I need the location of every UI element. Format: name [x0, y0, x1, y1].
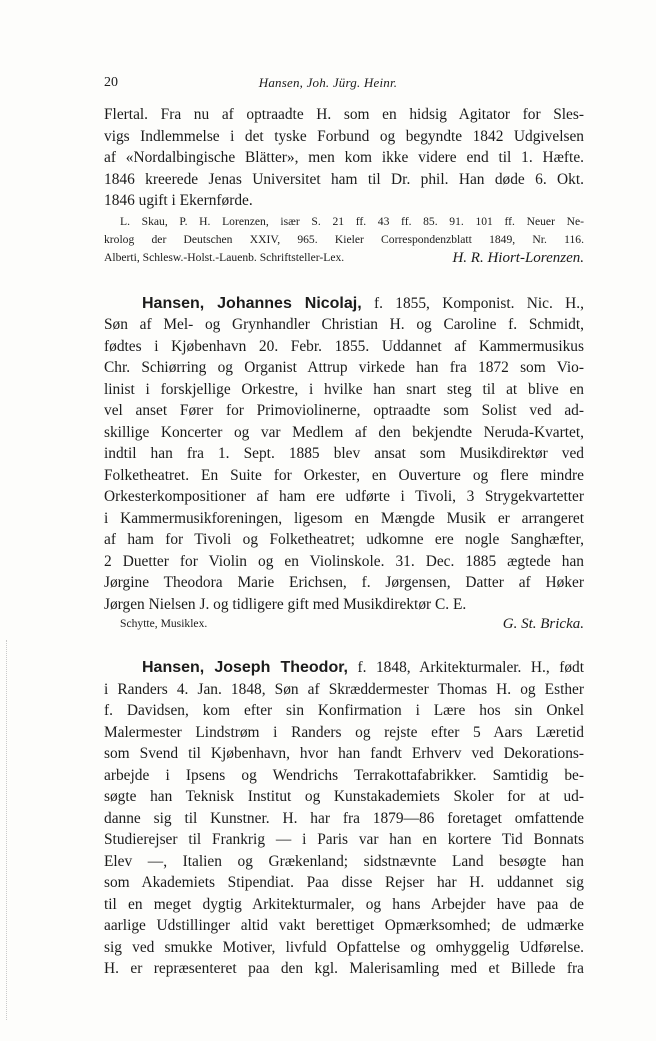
reference-text: Alberti, Schlesw.-Holst.-Lauenb. Schriftsteller-Lex. [104, 250, 345, 264]
text-line: til en meget dygtig Arkitekturmaler, og hans Arbejder have paa de [104, 895, 584, 913]
text-line: 1846 ugift i Ekernførde. [104, 192, 253, 209]
entry-first-line [104, 293, 584, 315]
text-line: vigs Indlemmelse i det tyske Forbund og begyndte 1842 Udgivelsen [104, 127, 584, 145]
text-line: Studierejser til Frankrig — i Paris var han en kortere Tid Bonnats [104, 831, 584, 848]
page-body [104, 104, 584, 980]
text-line: Jørgen Nielsen J. og tidligere gift med Musikdirektør C. E. [104, 595, 467, 613]
text-line: vel anset Fører for Primoviolinerne, optraadte som Solist ved ad- [104, 402, 584, 419]
text-line: Jørgine Theodora Marie Erichsen, f. Jørgensen, Datter af Høker [104, 574, 584, 591]
text-line: danne sig til Kunstner. H. har fra 1879—86 foretaget omfattende [104, 809, 584, 827]
text-line: som Svend til Kjøbenhavn, hvor han fandt Erhverv ved Dekorations- [104, 745, 584, 762]
text-line: Folketheatret. En Suite for Orkester, en Ouverture og flere mindre [104, 466, 584, 484]
text-line: arbejde i Ipsens og Wendrichs Terrakottafabrikker. Samtidig be- [104, 766, 584, 784]
reference-line-with-signature [104, 615, 584, 633]
entry-first-line-text: f. 1855, Komponist. Nic. H., [361, 294, 584, 312]
text-line: søgte han Teknisk Institut og Kunstakademiets Skoler for at ud- [104, 788, 584, 805]
text-line: 1846 kreerede Jenas Universitet ham til Dr. phil. Han døde 6. Okt. [104, 170, 584, 188]
text-line: aarlige Udstillinger altid vakt berettiget Opmærksomhed; de udmærke [104, 917, 584, 934]
entry-continued [104, 104, 584, 267]
text-line: H. er repræsenteret paa den kgl. Malerisamling med et Billede fra [104, 960, 584, 977]
page-number: 20 [104, 75, 118, 90]
text-line: i Kammermusikforeningen, ligesom en Mængde Musik er arrangeret [104, 509, 584, 527]
reference-line: L. Skau, P. H. Lorenzen, især S. 21 ff. 43 ff. 85. 91. 101 ff. Neuer Ne- [120, 214, 584, 228]
text-line: Orkesterkompositioner af ham ere udførte i Tivoli, 3 Strygekvartetter [104, 488, 584, 505]
text-line: linist i forskjellige Orkestre, i hvilke han snart steg til at blive en [104, 380, 584, 398]
entry-hansen-johannes-nicolaj [104, 293, 584, 634]
author-signature: H. R. Hiort-Lorenzen. [452, 249, 584, 266]
page-header [0, 75, 656, 95]
text-line: sig ved smukke Motiver, livfuld Opfattelse og omhyggelig Udførelse. [104, 938, 584, 956]
text-line: skillige Koncerter og var Medlem af den bekjendte Neruda-Kvartet, [104, 423, 584, 441]
text-line: af «Nordalbingische Blätter», men kom ikke videre end til 1. Hæfte. [104, 149, 584, 166]
text-line: Chr. Schiørring og Organist Attrup virkede han fra 1872 som Vio- [104, 359, 584, 376]
author-signature: G. St. Bricka. [502, 616, 584, 632]
text-line: af ham for Tivoli og Folketheatret; udkomne ere nogle Sanghæfter, [104, 531, 584, 548]
reference-line-with-signature [104, 249, 584, 267]
text-line: i Randers 4. Jan. 1848, Søn af Skræddermester Thomas H. og Esther [104, 680, 584, 698]
text-line: Søn af Mel- og Grynhandler Christian H. og Caroline f. Schmidt, [104, 316, 584, 333]
page-edge-dots [6, 640, 7, 1020]
text-line: indtil han fra 1. Sept. 1885 blev ansat som Musikdirektør ved [104, 445, 584, 462]
entry-name: Hansen, Joseph Theodor, [142, 659, 349, 676]
entry-first-line [104, 657, 584, 679]
entry-hansen-joseph-theodor [104, 657, 584, 980]
entry-first-line-text: f. 1848, Arkitekturmaler. H., født [348, 659, 584, 676]
reference-line: krolog der Deutschen XXIV, 965. Kieler Correspondenzblatt 1849, Nr. 116. [104, 232, 584, 246]
reference-text: Schytte, Musiklex. [120, 617, 208, 630]
text-line: som Akademiets Stipendiat. Paa disse Rejser har H. uddannet sig [104, 874, 584, 891]
text-line: f. Davidsen, kom efter sin Konfirmation i Lære hos sin Onkel [104, 702, 584, 719]
references [104, 213, 584, 267]
text-line: Elev —, Italien og Grækenland; sidstnævnte Land besøgte han [104, 852, 584, 870]
running-head: Hansen, Joh. Jürg. Heinr. [258, 75, 398, 90]
entry-name: Hansen, Johannes Nicolaj, [142, 294, 362, 312]
text-line: Malermester Lindstrøm i Randers og rejste efter 5 Aars Læretid [104, 723, 584, 741]
text-line: Flertal. Fra nu af optraadte H. som en hidsig Agitator for Sles- [104, 106, 584, 123]
text-line: fødtes i Kjøbenhavn 20. Febr. 1855. Uddannet af Kammermusikus [104, 337, 584, 355]
text-line: 2 Duetter for Violin og en Violinskole. 31. Dec. 1885 ægtede han [104, 552, 584, 570]
